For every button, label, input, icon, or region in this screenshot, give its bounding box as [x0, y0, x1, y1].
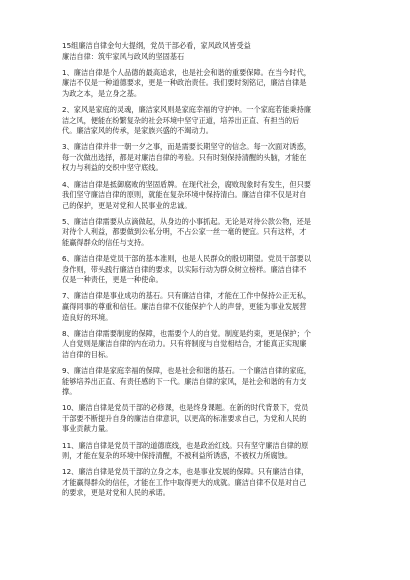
document-subtitle: 廉洁自律：筑牢家风与政风的坚固基石 [62, 51, 185, 61]
paragraph-line: 7、廉洁自律是事业成功的基石。只有廉洁自律，才能在工作中保持公正无私， [62, 291, 311, 301]
paragraph [62, 441, 346, 462]
paragraph-line: 干部要不断提升自身的廉洁自律意识，以更高的标准要求自己，为党和人民的 [62, 413, 307, 423]
paragraph-line: 的要求，更是对党和人民的承诺。 [62, 488, 170, 498]
paragraph-line: 为政之本，是立身之基。 [62, 88, 142, 98]
document-title: 15组廉洁自律金句大提纲，党员干部必看，家风政风皆受益 [62, 41, 251, 50]
paragraph [62, 142, 346, 174]
paragraph [62, 329, 346, 361]
paragraph-line: 11、廉洁自律是党员干部的道德底线，也是政治红线。只有坚守廉洁自律的原 [62, 440, 309, 450]
paragraph [62, 366, 346, 398]
paragraph-line: 才能赢得群众的信任，才能在工作中取得更大的成就。廉洁自律不仅是对自己 [62, 477, 307, 487]
paragraph-line: 10、廉洁自律是党员干部的必修课，也是终身课题。在新的时代背景下，党员 [62, 403, 309, 413]
paragraph-line: 4、廉洁自律是抵御腐败的坚固盾牌。在现代社会，腐败现象时有发生，但只要 [62, 179, 311, 189]
paragraph-line: 仅是一种责任，更是一种使命。 [62, 275, 163, 285]
paragraph-line: 3、廉洁自律并非一朝一夕之事，而是需要长期坚守的信念。每一次面对诱惑， [62, 142, 311, 152]
document-body [62, 68, 346, 499]
paragraph-line: 8、廉洁自律需要制度的保障，也需要个人的自觉。制度是约束，更是保护；个 [62, 328, 311, 338]
paragraph-line: 洁之风，便能在纷繁复杂的社会环境中坚守正道，培养出正直、有担当的后 [62, 115, 300, 125]
paragraph-line: 5、廉洁自律需要从点滴做起，从身边的小事抓起。无论是对待公款公物，还是 [62, 216, 311, 226]
paragraph-line: 权力与利益的交织中坚守底线。 [62, 163, 163, 173]
paragraph [62, 217, 346, 249]
paragraph-line: 撑。 [62, 387, 77, 397]
paragraph-line: 能够培养出正直、有责任感的下一代。廉洁自律的家风，是社会和谐的有力支 [62, 376, 307, 386]
paragraph [62, 467, 346, 499]
paragraph-line: 则，才能在复杂的环境中保持清醒，不被利益所诱惑，不被权力所腐蚀。 [62, 451, 293, 461]
paragraph [62, 403, 346, 435]
paragraph-line: 赢得同事的尊重和信任。廉洁自律不仅能保护个人的声誉，更能为事业发展营 [62, 301, 307, 311]
paragraph-line: 12、廉洁自律是党员干部的立身之本，也是事业发展的保障。只有廉洁自律， [62, 467, 309, 477]
paragraph-line: 9、廉洁自律是家庭幸福的保障，也是社会和谐的基石。一个廉洁自律的家庭， [62, 365, 311, 375]
paragraph-line: 2、家风是家庭的灵魂，廉洁家风则是家庭幸福的守护神。一个家庭若能秉持廉 [62, 104, 311, 114]
paragraph-line: 每一次做出选择，都是对廉洁自律的考验。只有时刻保持清醒的头脑，才能在 [62, 152, 307, 162]
paragraph [62, 291, 346, 323]
paragraph-line: 能赢得群众的信任与支持。 [62, 238, 149, 247]
paragraph-line: 代。廉洁家风的传承，是家族兴盛的不竭动力。 [62, 126, 213, 136]
paragraph-line: 造良好的环境。 [62, 312, 113, 322]
paragraph-line: 身作则，带头践行廉洁自律的要求，以实际行动为群众树立榜样。廉洁自律不 [62, 264, 307, 274]
paragraph [62, 180, 346, 212]
paragraph-line: 1、廉洁自律是个人品德的最高追求，也是社会和谐的重要保障。在当今时代， [62, 67, 311, 77]
paragraph [62, 68, 346, 100]
paragraph [62, 105, 346, 137]
paragraph-line: 洁自律的目标。 [62, 349, 113, 359]
paragraph-line: 己的保护，更是对党和人民事业的忠诚。 [62, 200, 192, 210]
paragraph-line: 人自觉则是廉洁自律的内在动力。只有将制度与自觉相结合，才能真正实现廉 [62, 339, 307, 349]
paragraph-line: 事业贡献力量。 [62, 424, 113, 434]
paragraph-line: 对待个人利益，都要做到公私分明，不占公家一丝一毫的便宜。只有这样，才 [62, 227, 307, 237]
paragraph-line: 6、廉洁自律是党员干部的基本准则，也是人民群众的殷切期望。党员干部要以 [62, 254, 311, 264]
paragraph-line: 廉洁不仅是一种道德要求，更是一种政治责任。我们要时刻铭记，廉洁自律是 [62, 78, 307, 88]
paragraph-line: 我们坚守廉洁自律的原则，就能在复杂环境中保持清白。廉洁自律不仅是对自 [62, 190, 307, 200]
paragraph [62, 254, 346, 286]
